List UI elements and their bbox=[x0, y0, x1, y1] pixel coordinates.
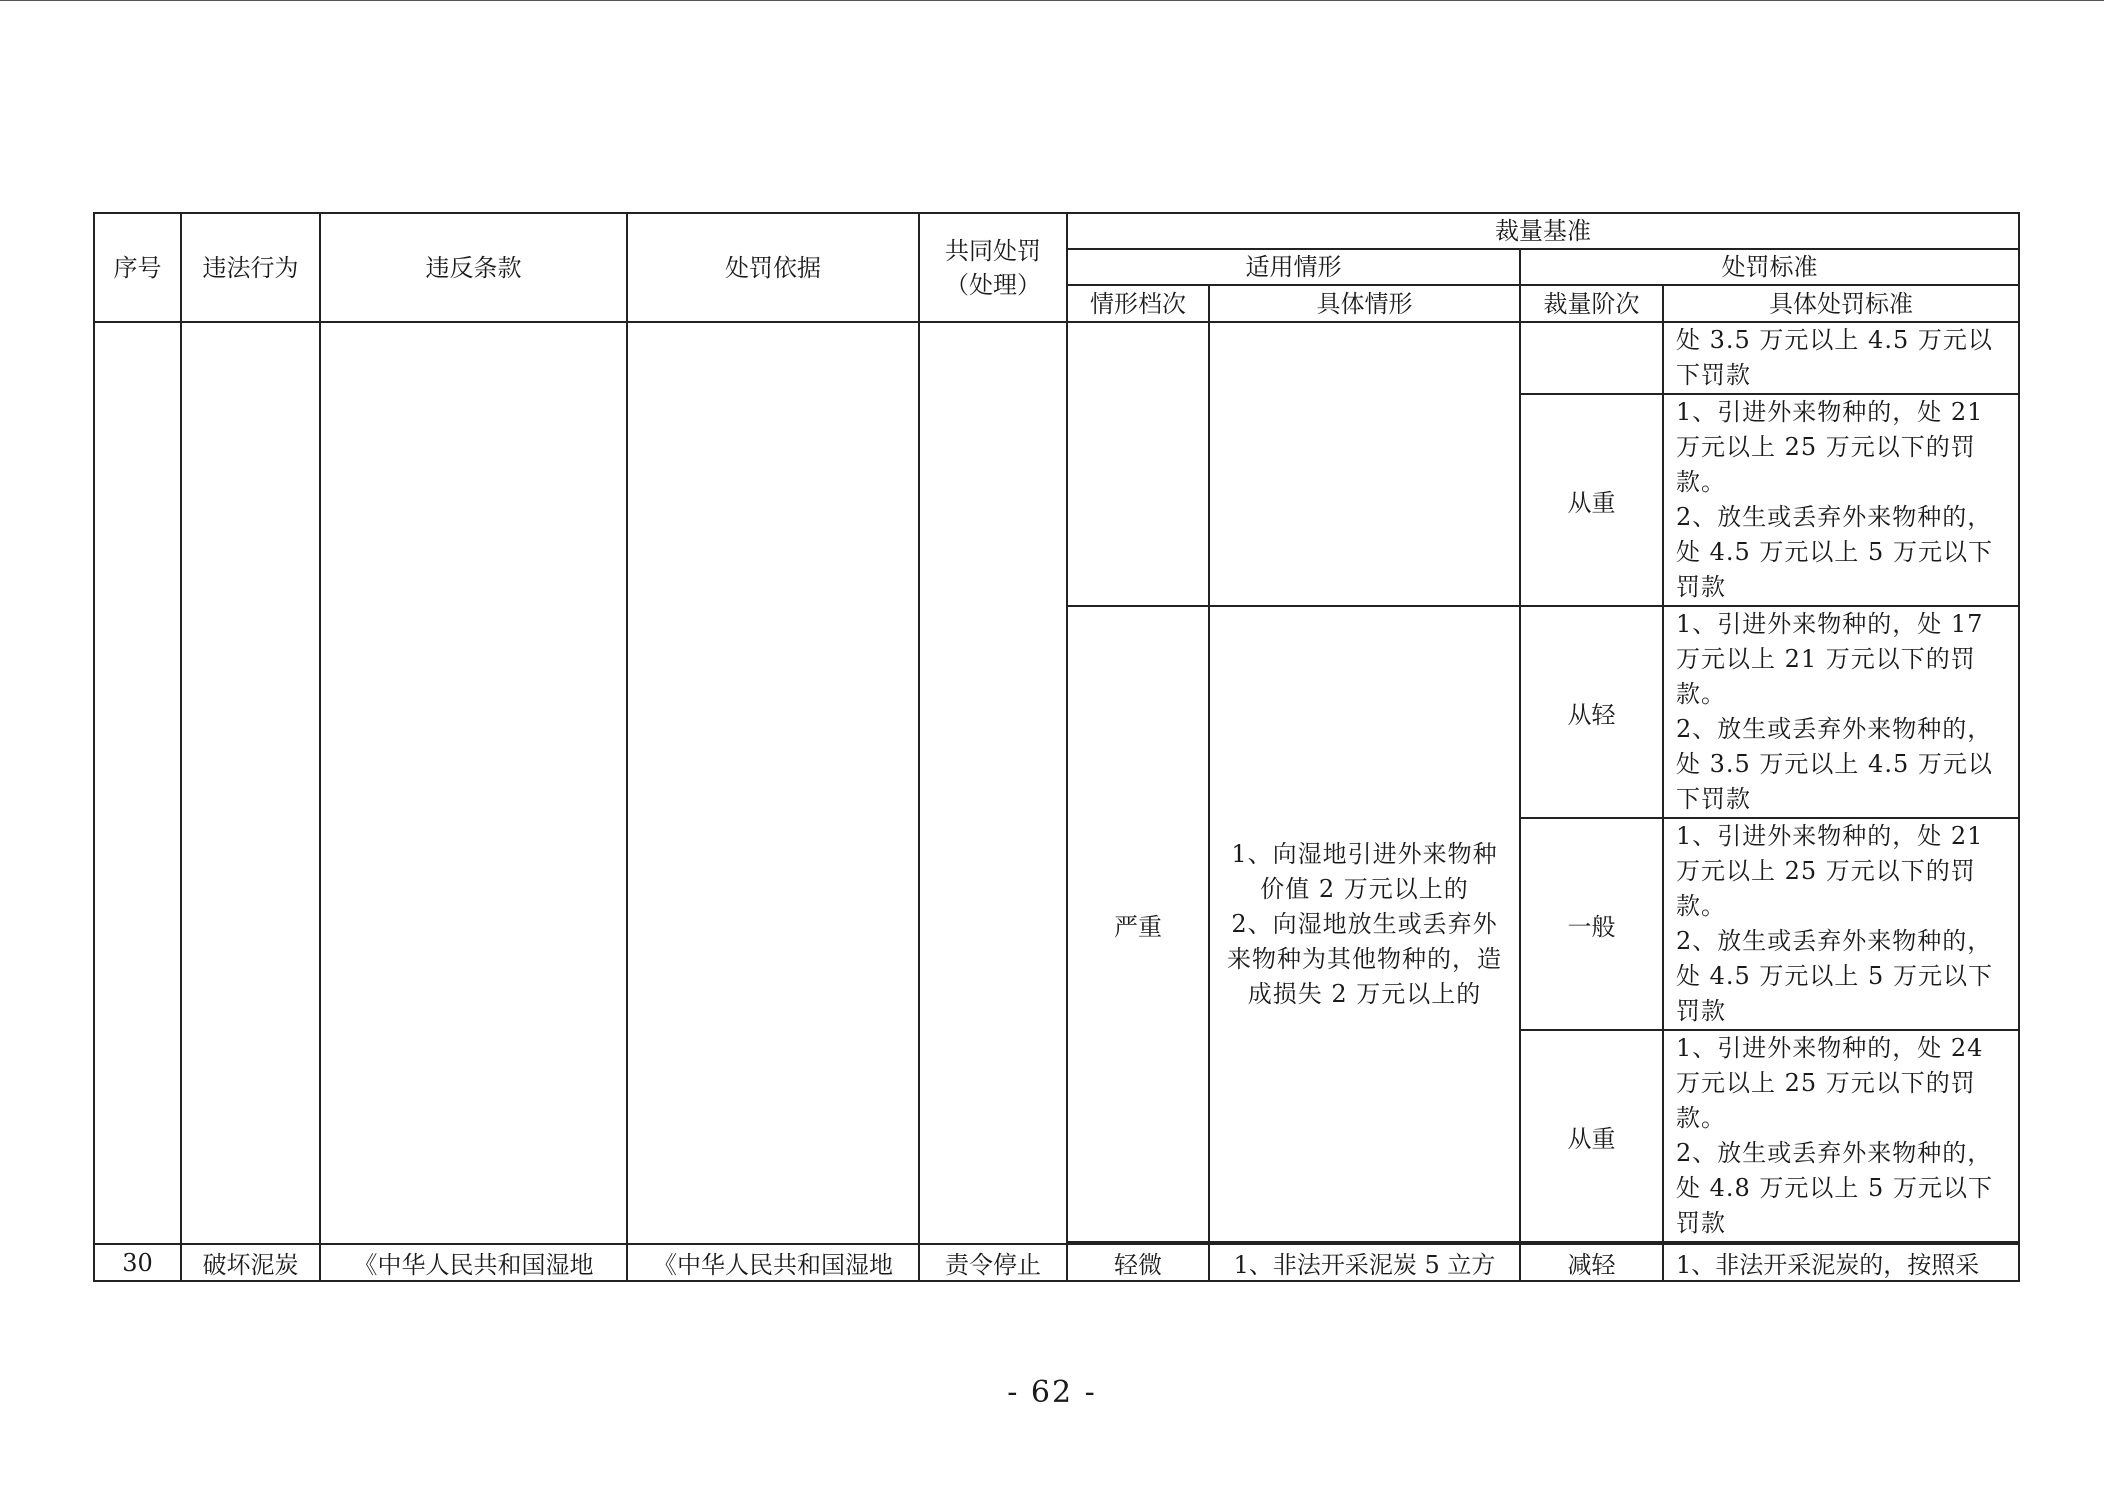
clause-cell bbox=[320, 322, 627, 1244]
standard-cell: 1、非法开采泥炭的，按照采 bbox=[1663, 1244, 2019, 1281]
standard-cell bbox=[1663, 818, 2019, 1030]
header-row-1 bbox=[94, 213, 2019, 249]
header-behavior: 违法行为 bbox=[181, 213, 320, 322]
joint-cell bbox=[919, 322, 1067, 1244]
basis-cell: 《中华人民共和国湿地 bbox=[627, 1244, 919, 1281]
standard-text: 处 3.5 万元以上 4.5 万元以下罚款 bbox=[1676, 326, 1993, 389]
header-joint-line1: 共同处罚 bbox=[945, 236, 1041, 265]
header-basis: 处罚依据 bbox=[627, 213, 919, 322]
level-cell: 从重 bbox=[1520, 394, 1663, 606]
penalty-discretion-table bbox=[93, 212, 2020, 1282]
top-rule bbox=[0, 0, 2104, 1]
header-specific-situation: 具体情形 bbox=[1209, 285, 1520, 322]
header-specific-standard: 具体处罚标准 bbox=[1663, 285, 2019, 322]
header-clause: 违反条款 bbox=[320, 213, 627, 322]
header-penalty-standard: 处罚标准 bbox=[1520, 249, 2019, 285]
behavior-cell bbox=[181, 322, 320, 1244]
situation-text: 1、向湿地引进外来物种价值 2 万元以上的 2、向湿地放生或丢弃外来物种为其他物种的，造成损失 2 万元以上的 bbox=[1227, 839, 1502, 1008]
seq-cell: 30 bbox=[94, 1244, 181, 1281]
standard-cell bbox=[1663, 394, 2019, 606]
grade-cell: 轻微 bbox=[1067, 1244, 1209, 1281]
standard-text: 1、引进外来物种的，处 21 万元以上 25 万元以下的罚款。 2、放生或丢弃外来物种的，处 4.5 万元以上 5 万元以下罚款 bbox=[1676, 398, 1993, 601]
header-applicable: 适用情形 bbox=[1067, 249, 1520, 285]
seq-cell bbox=[94, 322, 181, 1244]
standard-cell bbox=[1663, 606, 2019, 818]
grade-cell bbox=[1067, 322, 1209, 606]
header-benchmark: 裁量基准 bbox=[1067, 213, 2019, 249]
page-number: - 62 - bbox=[1007, 1375, 1097, 1410]
standard-text: 1、引进外来物种的，处 21 万元以上 25 万元以下的罚款。 2、放生或丢弃外来物种的，处 4.5 万元以上 5 万元以下罚款 bbox=[1676, 822, 1993, 1025]
level-cell: 一般 bbox=[1520, 818, 1663, 1030]
standard-text: 1、引进外来物种的，处 17 万元以上 21 万元以下的罚款。 2、放生或丢弃外来物种的，处 3.5 万元以上 4.5 万元以下罚款 bbox=[1676, 610, 1993, 813]
header-joint bbox=[919, 213, 1067, 322]
level-cell bbox=[1520, 322, 1663, 394]
level-cell: 从轻 bbox=[1520, 606, 1663, 818]
table-row bbox=[94, 1244, 2019, 1281]
header-seq: 序号 bbox=[94, 213, 181, 322]
table-row bbox=[94, 322, 2019, 394]
situation-cell bbox=[1209, 606, 1520, 1242]
header-grade: 情形档次 bbox=[1067, 285, 1209, 322]
standard-text: 1、引进外来物种的，处 24 万元以上 25 万元以下的罚款。 2、放生或丢弃外来物种的，处 4.8 万元以上 5 万元以下罚款 bbox=[1676, 1034, 1993, 1237]
joint-cell: 责令停止 bbox=[919, 1244, 1067, 1281]
grade-cell: 严重 bbox=[1067, 606, 1209, 1242]
header-joint-line2: （处理） bbox=[945, 270, 1041, 299]
standard-cell bbox=[1663, 322, 2019, 394]
level-cell: 减轻 bbox=[1520, 1244, 1663, 1281]
basis-cell bbox=[627, 322, 919, 1244]
situation-cell: 1、非法开采泥炭 5 立方 bbox=[1209, 1244, 1520, 1281]
level-cell: 从重 bbox=[1520, 1030, 1663, 1242]
standard-cell bbox=[1663, 1030, 2019, 1242]
clause-cell: 《中华人民共和国湿地 bbox=[320, 1244, 627, 1281]
situation-cell bbox=[1209, 322, 1520, 606]
header-level: 裁量阶次 bbox=[1520, 285, 1663, 322]
behavior-cell: 破坏泥炭 bbox=[181, 1244, 320, 1281]
